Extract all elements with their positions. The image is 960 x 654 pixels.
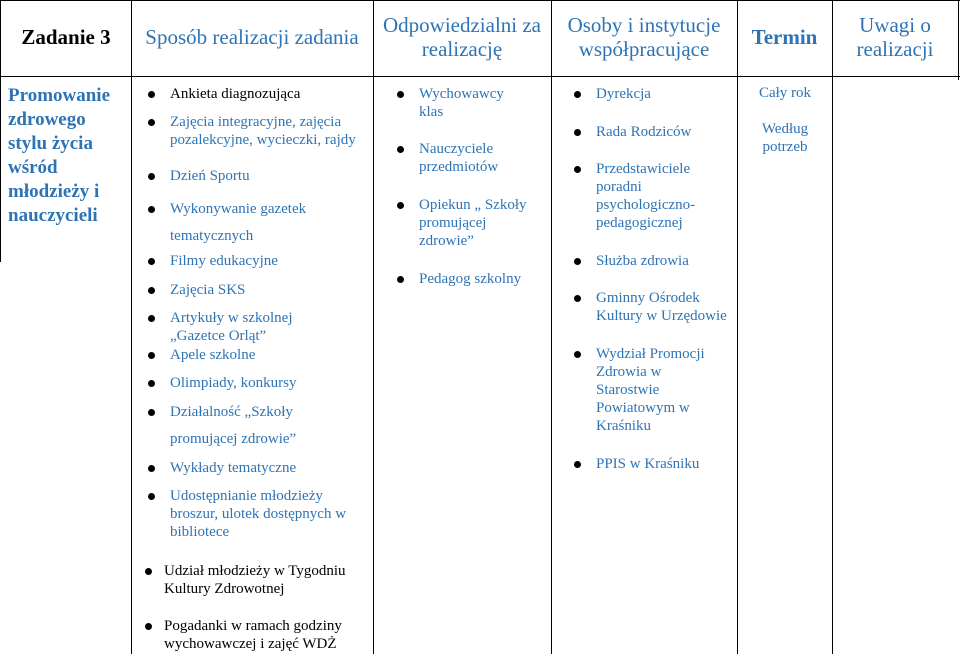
partner-item: Przedstawiciele poradni psychologiczno-pedagogicznej [596,160,721,232]
column-divider [131,0,132,654]
method-item: Działalność „Szkoły promującej zdrowie” [170,399,320,453]
method-item: Zajęcia integracyjne, zajęcia pozalekcyjne, wycieczki, rajdy [170,113,370,149]
method-item: Ankieta diagnozująca [170,85,370,103]
header-task: Zadanie 3 [21,25,111,49]
bullet-icon [145,623,152,630]
term-whole-year: Cały rok [758,85,812,101]
bullet-icon [397,202,404,209]
bullet-icon [148,206,155,213]
bullet-icon [148,119,155,126]
method-item: Olimpiady, konkursy [170,374,370,392]
method-item: Zajęcia SKS [170,281,370,299]
responsible-item: Wychowawcy klas [419,85,509,121]
partner-item: Wydział Promocji Zdrowia w Starostwie Powiatowym w Kraśniku [596,345,721,435]
header-divider [0,76,960,77]
column-divider [737,0,738,654]
partner-item: PPIS w Kraśniku [596,455,731,473]
method-item: Artykuły w szkolnej „Gazetce Orląt” [170,309,340,345]
header-term: Termin [751,25,818,49]
bullet-icon [397,91,404,98]
bullet-icon [574,129,581,136]
bullet-icon [397,276,404,283]
bullet-icon [148,352,155,359]
responsible-item: Nauczyciele przedmiotów [419,140,524,176]
bullet-icon [574,258,581,265]
bullet-icon [148,315,155,322]
header-notes: Uwagi o realizacji [856,13,934,61]
bullet-icon [145,568,152,575]
bullet-icon [148,91,155,98]
term-as-needed: Według potrzeb [761,121,809,155]
column-divider [373,0,374,654]
bullet-icon [148,409,155,416]
column-divider [551,0,552,654]
header-responsible: Odpowiedzialni za realizację [382,13,542,61]
bullet-icon [397,146,404,153]
method-item: Filmy edukacyjne [170,252,370,270]
method-item: Apele szkolne [170,346,370,364]
bullet-icon [574,166,581,173]
partner-item: Dyrekcja [596,85,731,103]
header-partners: Osoby i instytucje współpracujące [567,13,721,61]
bullet-icon [148,258,155,265]
bullet-icon [148,465,155,472]
bullet-icon [148,287,155,294]
bullet-icon [148,173,155,180]
responsible-item: Opiekun „ Szkoły promującej zdrowie” [419,196,544,250]
bullet-icon [574,295,581,302]
bullet-icon [574,351,581,358]
bullet-icon [574,91,581,98]
method-item: Dzień Sportu [170,167,370,185]
partner-item: Rada Rodziców [596,123,731,141]
task-topic: Promowanie zdrowego stylu życia wśród młodzieży i nauczycieli [8,85,111,226]
header-method: Sposób realizacji zadania [145,25,359,49]
bullet-icon [574,461,581,468]
method-item: Udostępnianie młodzieży broszur, ulotek dostępnych w bibliotece [170,487,370,541]
method-item: Pogadanki w ramach godziny wychowawczej i zajęć WDŻ [164,617,369,653]
table-border-right [958,0,959,80]
partner-item: Gminny Ośrodek Kultury w Urzędowie [596,289,736,325]
method-item: Wykłady tematyczne [170,459,370,477]
bullet-icon [148,380,155,387]
responsible-item: Pedagog szkolny [419,270,544,288]
method-item: Udział młodzieży w Tygodniu Kultury Zdrowotnej [164,562,369,598]
method-item: Wykonywanie gazetek tematycznych [170,196,322,250]
column-divider [832,0,833,654]
partner-item: Służba zdrowia [596,252,731,270]
bullet-icon [148,493,155,500]
